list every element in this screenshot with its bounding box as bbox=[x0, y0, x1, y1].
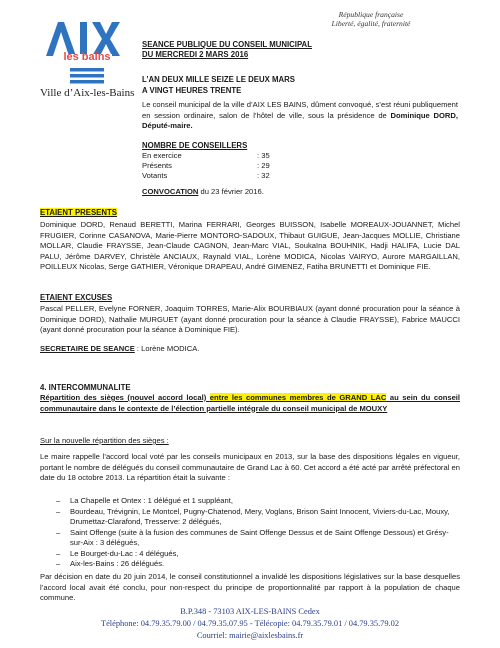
subsection-title: Sur la nouvelle répartition des sièges : bbox=[40, 436, 169, 445]
paragraph-decision: Par décision en date du 20 juin 2014, le conseil constitutionnel a invalidé les dispositions législatives sur la base desquelles l’accord local avait été conclu, pour non-respect du principe de proportionnalité par rapport à la population de chaque commune. bbox=[40, 572, 460, 602]
section-title: 4. INTERCOMMUNALITE bbox=[40, 383, 131, 392]
intro-text: Le conseil municipal de la ville d’AIX LES BAINS, dûment convoqué, s’est réuni publiquement en session ordinaire, salon de l’hôtel de ville, sous la présidence de bbox=[142, 100, 458, 120]
count-label: En exercice bbox=[142, 151, 182, 160]
count-row bbox=[142, 161, 270, 170]
date-line-1: L’AN DEUX MILLE SEIZE LE DEUX MARS bbox=[142, 75, 295, 84]
republic-motto bbox=[296, 10, 446, 28]
president-name: Dominique DORD, Député-maire. bbox=[142, 110, 459, 130]
count-value: : 32 bbox=[257, 171, 270, 180]
list-item: – La Chapelle et Ontex : 1 délégué et 1 suppléant, bbox=[56, 496, 460, 507]
excuses-title: ETAIENT EXCUSES bbox=[40, 293, 113, 302]
footer-address: B.P.348 - 73103 AIX-LES-BAINS Cedex bbox=[180, 607, 320, 616]
republic-line: République française bbox=[338, 10, 404, 19]
count-value: : 29 bbox=[257, 161, 270, 170]
convocation bbox=[142, 187, 264, 196]
subject-part2: au sein du conseil communautaire dans le contexte de l’élection partielle intégrale du conseil municipal de MOUXY bbox=[40, 393, 461, 413]
footer-phone: Téléphone: 04.79.35.79.00 / 04.79.35.07.95 - Télécopie: 04.79.35.79.01 / 04.79.35.79.02 bbox=[100, 619, 400, 628]
seance-title bbox=[142, 40, 312, 59]
convocation-label: CONVOCATION bbox=[142, 187, 199, 196]
secretaire-name: : Lorène MODICA. bbox=[134, 344, 200, 353]
count-value: : 35 bbox=[257, 151, 270, 160]
list-item: – Aix-les-Bains : 26 délégués. bbox=[56, 559, 460, 570]
subject-highlight: entre les communes membres de GRAND LAC bbox=[209, 393, 387, 402]
seance-title-line: SEANCE PUBLIQUE DU CONSEIL MUNICIPAL bbox=[142, 40, 312, 49]
logo-subtext: les bains bbox=[63, 51, 111, 63]
secretaire-title: SECRETAIRE DE SEANCE bbox=[40, 344, 135, 353]
date-line-2: A VINGT HEURES TRENTE bbox=[142, 85, 242, 95]
seance-date-line: DU MERCREDI 2 MARS 2016 bbox=[142, 49, 249, 59]
count-row bbox=[142, 151, 270, 160]
presents-list: Dominique DORD, Renaud BERETTI, Marina FERRARI, Georges BUISSON, Isabelle MOREAUX-JOUANNET, Michel FRUGIER, Corinne CASANOVA, Marie-Pierre MONTORO-SADOUX, Thibaut GUIGUE, Jean-Jacques MOLLIE, Christiane MOLLAR, Claudie FRAYSSE, Jean-Claude CAGNON, Jean-Marc VIAL, Soukaïna BOUHNIK, Hadji HALIFA, Lucie DAL PALU, Jérôme DARVEY, Christèle ANCIAUX, Raynald VIAL, Lorène MODICA, Nicolas VAIRYO, Aurore MARGAILLAN, POILLEUX Nicolas, Serge GATHIER, Véronique DRAPEAU, André GIMENEZ, Fatiha BRUNETTI et Dominique FIE. bbox=[40, 220, 460, 271]
section-subject bbox=[40, 393, 460, 414]
footer-email: Courriel: mairie@aixlesbains.fr bbox=[196, 631, 304, 640]
excuses-list: Pascal PELLER, Evelyne FORNER, Joaquim TORRES, Marie-Alix BOURBIAUX (ayant donné procuration pour la séance à Dominique DORD), Nathalie MURGUET (ayant donné procuration pour la séance à Claudie FRAYSSE), Fabrice MAUCCI (ayant donné procuration pour la séance à Dominique FIE). bbox=[40, 304, 460, 334]
motto-line: Liberté, égalité, fraternité bbox=[331, 19, 411, 28]
counts-title: NOMBRE DE CONSEILLERS bbox=[142, 141, 248, 150]
subject-part1: Répartition des sièges (nouvel accord local) bbox=[40, 393, 210, 402]
count-row bbox=[142, 171, 270, 180]
convocation-date: du 23 février 2016. bbox=[198, 187, 264, 196]
repartition-list bbox=[56, 496, 460, 570]
secretaire-line bbox=[40, 344, 199, 353]
list-item: – Le Bourget-du-Lac : 4 délégués, bbox=[56, 549, 460, 560]
presents-title: ETAIENT PRESENTS bbox=[40, 208, 117, 217]
presents-heading bbox=[40, 208, 117, 217]
count-label: Votants bbox=[142, 171, 168, 180]
list-item: – Saint Offenge (suite à la fusion des communes de Saint Offenge Dessus et de Saint Offenge Dessous) et Grésy-sur-Aix : 3 délégués, bbox=[56, 528, 460, 549]
city-name: Ville d’Aix-les-Bains bbox=[40, 87, 135, 99]
list-item: – Bourdeau, Trévignin, Le Montcel, Pugny-Chatenod, Mery, Voglans, Brison Saint Innocent, Viviers-du-Lac, Mouxy, Drumettaz-Clarafond, Tresserve: 2 délégués, bbox=[56, 507, 460, 528]
date-line bbox=[142, 75, 295, 96]
count-label: Présents bbox=[142, 161, 172, 170]
intro-paragraph bbox=[142, 100, 458, 132]
paragraph-accord: Le maire rappelle l’accord local voté par les conseils municipaux en 2013, sur la base des dispositions légales en vigueur, portant le nombre de délégués du conseil communautaire de Grand Lac à 60. Cet accord a été acté par arrêté préfectoral en date du 18 octobre 2013. La répartition était la suivante : bbox=[40, 452, 460, 482]
